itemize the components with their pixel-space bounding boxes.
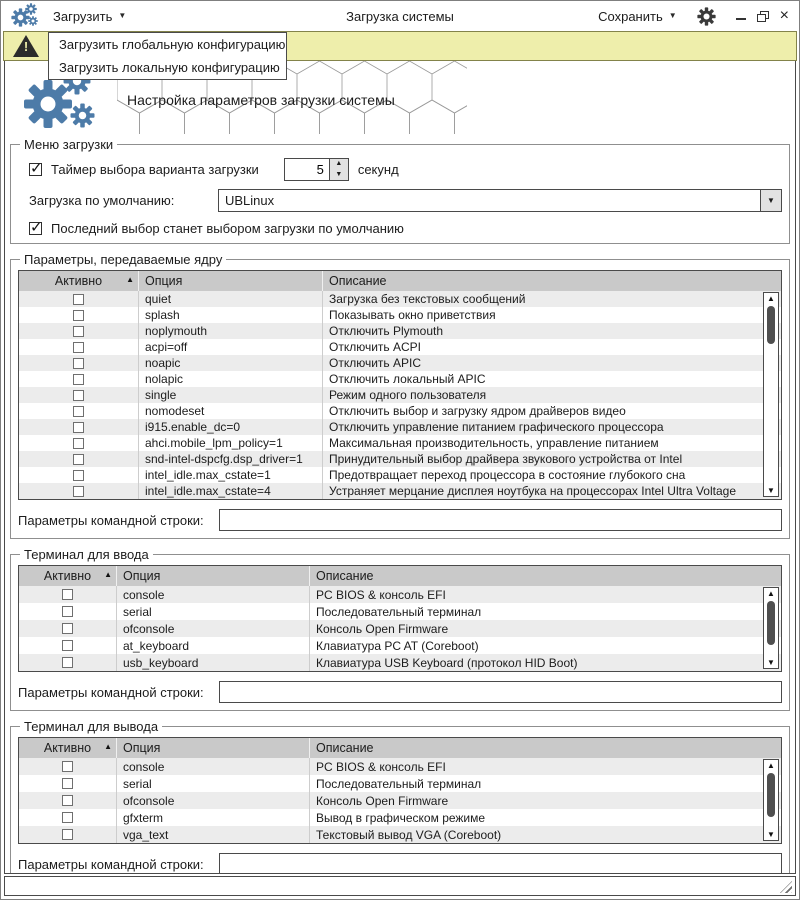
option-cell: noplymouth — [139, 323, 323, 339]
close-button[interactable]: × — [779, 7, 789, 24]
option-cell: at_keyboard — [117, 637, 310, 654]
toolbar — [1, 1, 799, 31]
table-row[interactable] — [19, 419, 781, 435]
description-cell: Показывать окно приветствия — [329, 308, 496, 322]
active-cell — [19, 291, 139, 307]
cmdline-label: Параметры командной строки: — [18, 856, 204, 872]
combobox-arrow-button[interactable] — [760, 190, 781, 211]
table-row[interactable] — [19, 339, 781, 355]
option-cell: acpi=off — [139, 339, 323, 355]
scrollbar-thumb[interactable] — [767, 773, 775, 817]
scrollbar-thumb[interactable] — [767, 601, 775, 645]
scroll-up-icon[interactable]: ▲ — [767, 761, 775, 770]
description-cell: Загрузка без текстовых сообщений — [329, 292, 526, 306]
scrollbar-thumb[interactable] — [767, 306, 775, 344]
active-cell — [19, 826, 117, 843]
description-cell: PC BIOS & консоль EFI — [316, 587, 446, 602]
timer-checkbox-label: Таймер выбора варианта загрузки — [51, 162, 259, 177]
row-checkbox[interactable] — [62, 761, 73, 772]
menu-item[interactable]: Загрузить глобальную конфигурацию — [59, 37, 286, 52]
row-checkbox[interactable] — [73, 422, 84, 433]
row-checkbox[interactable] — [73, 390, 84, 401]
option-cell: intel_idle.max_cstate=4 — [139, 483, 323, 499]
table-row[interactable] — [19, 467, 781, 483]
column-header-description[interactable]: Описание — [316, 741, 374, 755]
option-cell: console — [117, 758, 310, 775]
active-cell — [19, 419, 139, 435]
active-cell — [19, 586, 117, 603]
active-cell — [19, 620, 117, 637]
input-terminal-cmdline-input[interactable] — [219, 681, 782, 703]
option-cell: ahci.mobile_lpm_policy=1 — [139, 435, 323, 451]
description-cell: Вывод в графическом режиме — [316, 810, 486, 825]
active-cell — [19, 654, 117, 671]
window-controls — [736, 7, 789, 24]
description-cell: PC BIOS & консоль EFI — [316, 759, 446, 774]
last-choice-checkbox-label: Последний выбор станет выбором загрузки по умолчанию — [51, 221, 404, 236]
load-menu-label: Загрузить — [53, 8, 113, 24]
active-cell — [19, 792, 117, 809]
column-header-description[interactable]: Описание — [316, 569, 374, 583]
settings-gear-icon[interactable] — [697, 7, 716, 26]
option-cell: ofconsole — [117, 620, 310, 637]
description-cell: Консоль Open Firmware — [316, 793, 449, 808]
column-header-option[interactable]: Опция — [139, 271, 323, 291]
input-terminal-table — [18, 565, 782, 672]
gear-icon — [28, 16, 38, 26]
table-row[interactable] — [19, 826, 781, 843]
row-checkbox[interactable] — [62, 606, 73, 617]
table-row[interactable] — [19, 758, 781, 775]
save-menu-label: Сохранить — [598, 8, 663, 24]
column-header-active[interactable]: Активно ▲ — [19, 271, 139, 291]
active-cell — [19, 387, 139, 403]
table-row[interactable] — [19, 620, 781, 637]
sort-asc-icon: ▲ — [104, 570, 112, 579]
row-checkbox[interactable] — [62, 812, 73, 823]
description-cell: Последовательный терминал — [316, 776, 482, 791]
output-terminal-group — [10, 719, 790, 874]
active-cell — [19, 603, 117, 620]
active-cell — [19, 637, 117, 654]
kernel-params-group — [10, 252, 790, 539]
output-terminal-cmdline-input[interactable] — [219, 853, 782, 874]
description-cell: Предотвращает переход процессора в состояние глубокого сна — [329, 468, 686, 482]
sort-asc-icon: ▲ — [126, 275, 134, 284]
column-header-active[interactable]: Активно ▲ — [19, 738, 117, 758]
page-title: Настройка параметров загрузки системы — [127, 92, 395, 108]
active-cell — [19, 435, 139, 451]
warning-icon — [13, 35, 39, 57]
table-row[interactable] — [19, 451, 781, 467]
chevron-down-icon: ▼ — [668, 11, 677, 20]
timer-spinner — [284, 158, 349, 181]
active-cell — [19, 355, 139, 371]
option-cell: noapic — [139, 355, 323, 371]
option-cell: console — [117, 586, 310, 603]
active-cell — [19, 451, 139, 467]
table-row[interactable] — [19, 435, 781, 451]
description-cell: Клавиатура PC AT (Coreboot) — [316, 638, 479, 653]
active-cell — [19, 371, 139, 387]
option-cell: serial — [117, 603, 310, 620]
cmdline-label: Параметры командной строки: — [18, 684, 204, 700]
column-header-option[interactable]: Опция — [117, 738, 310, 758]
row-checkbox[interactable] — [73, 470, 84, 481]
description-cell: Устраняет мерцание дисплея ноутбука на процессорах Intel Ultra Voltage — [329, 484, 736, 498]
column-header-description[interactable]: Описание — [329, 274, 387, 288]
timer-checkbox[interactable] — [29, 163, 42, 176]
kernel-params-legend: Параметры, передаваемые ядру — [24, 252, 223, 267]
row-checkbox[interactable] — [73, 406, 84, 417]
table-row[interactable] — [19, 637, 781, 654]
kernel-params-table-body — [19, 291, 781, 499]
active-cell — [19, 775, 117, 792]
row-checkbox[interactable] — [73, 310, 84, 321]
timer-unit-label: секунд — [357, 162, 399, 177]
vertical-scrollbar[interactable] — [763, 587, 779, 669]
last-choice-checkbox[interactable] — [29, 222, 42, 235]
row-checkbox[interactable] — [62, 778, 73, 789]
description-cell: Отключить выбор и загрузку ядром драйверов видео — [329, 404, 626, 418]
load-menu-button[interactable] — [49, 7, 130, 26]
app-gears-icon — [11, 3, 41, 30]
table-row[interactable] — [19, 586, 781, 603]
save-menu-button[interactable] — [594, 7, 681, 26]
vertical-scrollbar[interactable] — [763, 759, 779, 841]
kernel-params-table — [18, 270, 782, 500]
row-checkbox[interactable] — [62, 640, 73, 651]
kernel-cmdline-input[interactable] — [219, 509, 782, 531]
description-cell: Максимальная производительность, управление питанием — [329, 436, 659, 450]
table-row[interactable] — [19, 307, 781, 323]
status-bar — [4, 876, 796, 896]
table-header — [19, 271, 781, 291]
spin-down-icon[interactable]: ▼ — [335, 170, 343, 178]
description-cell: Отключить APIC — [329, 356, 421, 370]
description-cell: Отключить управление питанием графического процессора — [329, 420, 664, 434]
row-checkbox[interactable] — [62, 623, 73, 634]
option-cell: quiet — [139, 291, 323, 307]
table-row[interactable] — [19, 775, 781, 792]
row-checkbox[interactable] — [62, 657, 73, 668]
option-cell: i915.enable_dc=0 — [139, 419, 323, 435]
active-cell — [19, 339, 139, 355]
active-cell — [19, 403, 139, 419]
row-checkbox[interactable] — [73, 342, 84, 353]
spin-up-icon[interactable]: ▲ — [335, 160, 343, 167]
option-cell: snd-intel-dspcfg.dsp_driver=1 — [139, 451, 323, 467]
option-cell: serial — [117, 775, 310, 792]
table-row[interactable] — [19, 809, 781, 826]
table-row[interactable] — [19, 603, 781, 620]
row-checkbox[interactable] — [73, 358, 84, 369]
row-checkbox[interactable] — [73, 438, 84, 449]
description-cell: Консоль Open Firmware — [316, 621, 449, 636]
table-row[interactable] — [19, 371, 781, 387]
active-cell — [19, 307, 139, 323]
main-panel — [4, 61, 796, 874]
row-checkbox[interactable] — [73, 326, 84, 337]
output-terminal-legend: Терминал для вывода — [24, 719, 159, 734]
column-header-active[interactable]: Активно ▲ — [19, 566, 117, 586]
default-boot-combobox[interactable] — [218, 189, 782, 212]
table-header — [19, 738, 781, 758]
input-terminal-group — [10, 547, 790, 711]
option-cell: splash — [139, 307, 323, 323]
description-cell: Клавиатура USB Keyboard (протокол HID Boot) — [316, 655, 578, 670]
row-checkbox[interactable] — [62, 829, 73, 840]
gear-icon — [25, 3, 37, 15]
row-checkbox[interactable] — [62, 589, 73, 600]
scroll-up-icon[interactable]: ▲ — [767, 589, 775, 598]
load-dropdown-menu — [48, 32, 287, 80]
description-cell: Режим одного пользователя — [329, 388, 487, 402]
option-cell: nomodeset — [139, 403, 323, 419]
table-row[interactable] — [19, 323, 781, 339]
option-cell: usb_keyboard — [117, 654, 310, 671]
restore-button[interactable] — [757, 11, 769, 22]
table-row[interactable] — [19, 654, 781, 671]
description-cell: Принудительный выбор драйвера звукового устройства от Intel — [329, 452, 683, 466]
description-cell: Отключить Plymouth — [329, 324, 444, 338]
spinner-buttons — [329, 159, 348, 180]
option-cell: gfxterm — [117, 809, 310, 826]
default-boot-label: Загрузка по умолчанию: — [29, 193, 175, 208]
scroll-down-icon[interactable]: ▼ — [767, 658, 775, 667]
table-row[interactable] — [19, 792, 781, 809]
option-cell: single — [139, 387, 323, 403]
default-boot-value: UBLinux — [225, 193, 275, 208]
row-checkbox[interactable] — [73, 294, 84, 305]
scroll-down-icon[interactable]: ▼ — [767, 486, 775, 495]
table-header — [19, 566, 781, 586]
table-row[interactable] — [19, 403, 781, 419]
input-terminal-legend: Терминал для ввода — [24, 547, 149, 562]
minimize-button[interactable] — [736, 18, 746, 20]
input-terminal-table-body — [19, 586, 781, 671]
cmdline-label: Параметры командной строки: — [18, 512, 204, 528]
boot-menu-legend: Меню загрузки — [24, 137, 114, 152]
option-cell: ofconsole — [117, 792, 310, 809]
active-cell — [19, 467, 139, 483]
active-cell — [19, 323, 139, 339]
vertical-scrollbar[interactable] — [763, 292, 779, 497]
sort-asc-icon: ▲ — [104, 742, 112, 751]
description-cell: Последовательный терминал — [316, 604, 482, 619]
row-checkbox[interactable] — [73, 454, 84, 465]
resize-grip[interactable] — [780, 881, 792, 893]
output-terminal-table-body — [19, 758, 781, 843]
row-checkbox[interactable] — [73, 486, 84, 497]
scroll-down-icon[interactable]: ▼ — [767, 830, 775, 839]
gear-icon — [70, 103, 95, 128]
active-cell — [19, 758, 117, 775]
description-cell: Текстовый вывод VGA (Coreboot) — [316, 827, 502, 842]
output-terminal-table — [18, 737, 782, 844]
boot-menu-group — [10, 137, 790, 244]
row-checkbox[interactable] — [62, 795, 73, 806]
timer-value-input[interactable] — [285, 159, 329, 180]
active-cell — [19, 483, 139, 499]
chevron-down-icon: ▼ — [767, 196, 775, 205]
option-cell: nolapic — [139, 371, 323, 387]
option-cell: intel_idle.max_cstate=1 — [139, 467, 323, 483]
table-row[interactable] — [19, 291, 781, 307]
active-cell — [19, 809, 117, 826]
menu-item[interactable]: Загрузить локальную конфигурацию — [59, 60, 280, 75]
table-row[interactable] — [19, 387, 781, 403]
chevron-down-icon: ▼ — [118, 11, 127, 20]
row-checkbox[interactable] — [73, 374, 84, 385]
scroll-up-icon[interactable]: ▲ — [767, 294, 775, 303]
table-row[interactable] — [19, 483, 781, 499]
column-header-option[interactable]: Опция — [117, 566, 310, 586]
table-row[interactable] — [19, 355, 781, 371]
description-cell: Отключить локальный APIC — [329, 372, 486, 386]
option-cell: vga_text — [117, 826, 310, 843]
window-title: Загрузка системы — [346, 8, 454, 24]
description-cell: Отключить ACPI — [329, 340, 421, 354]
